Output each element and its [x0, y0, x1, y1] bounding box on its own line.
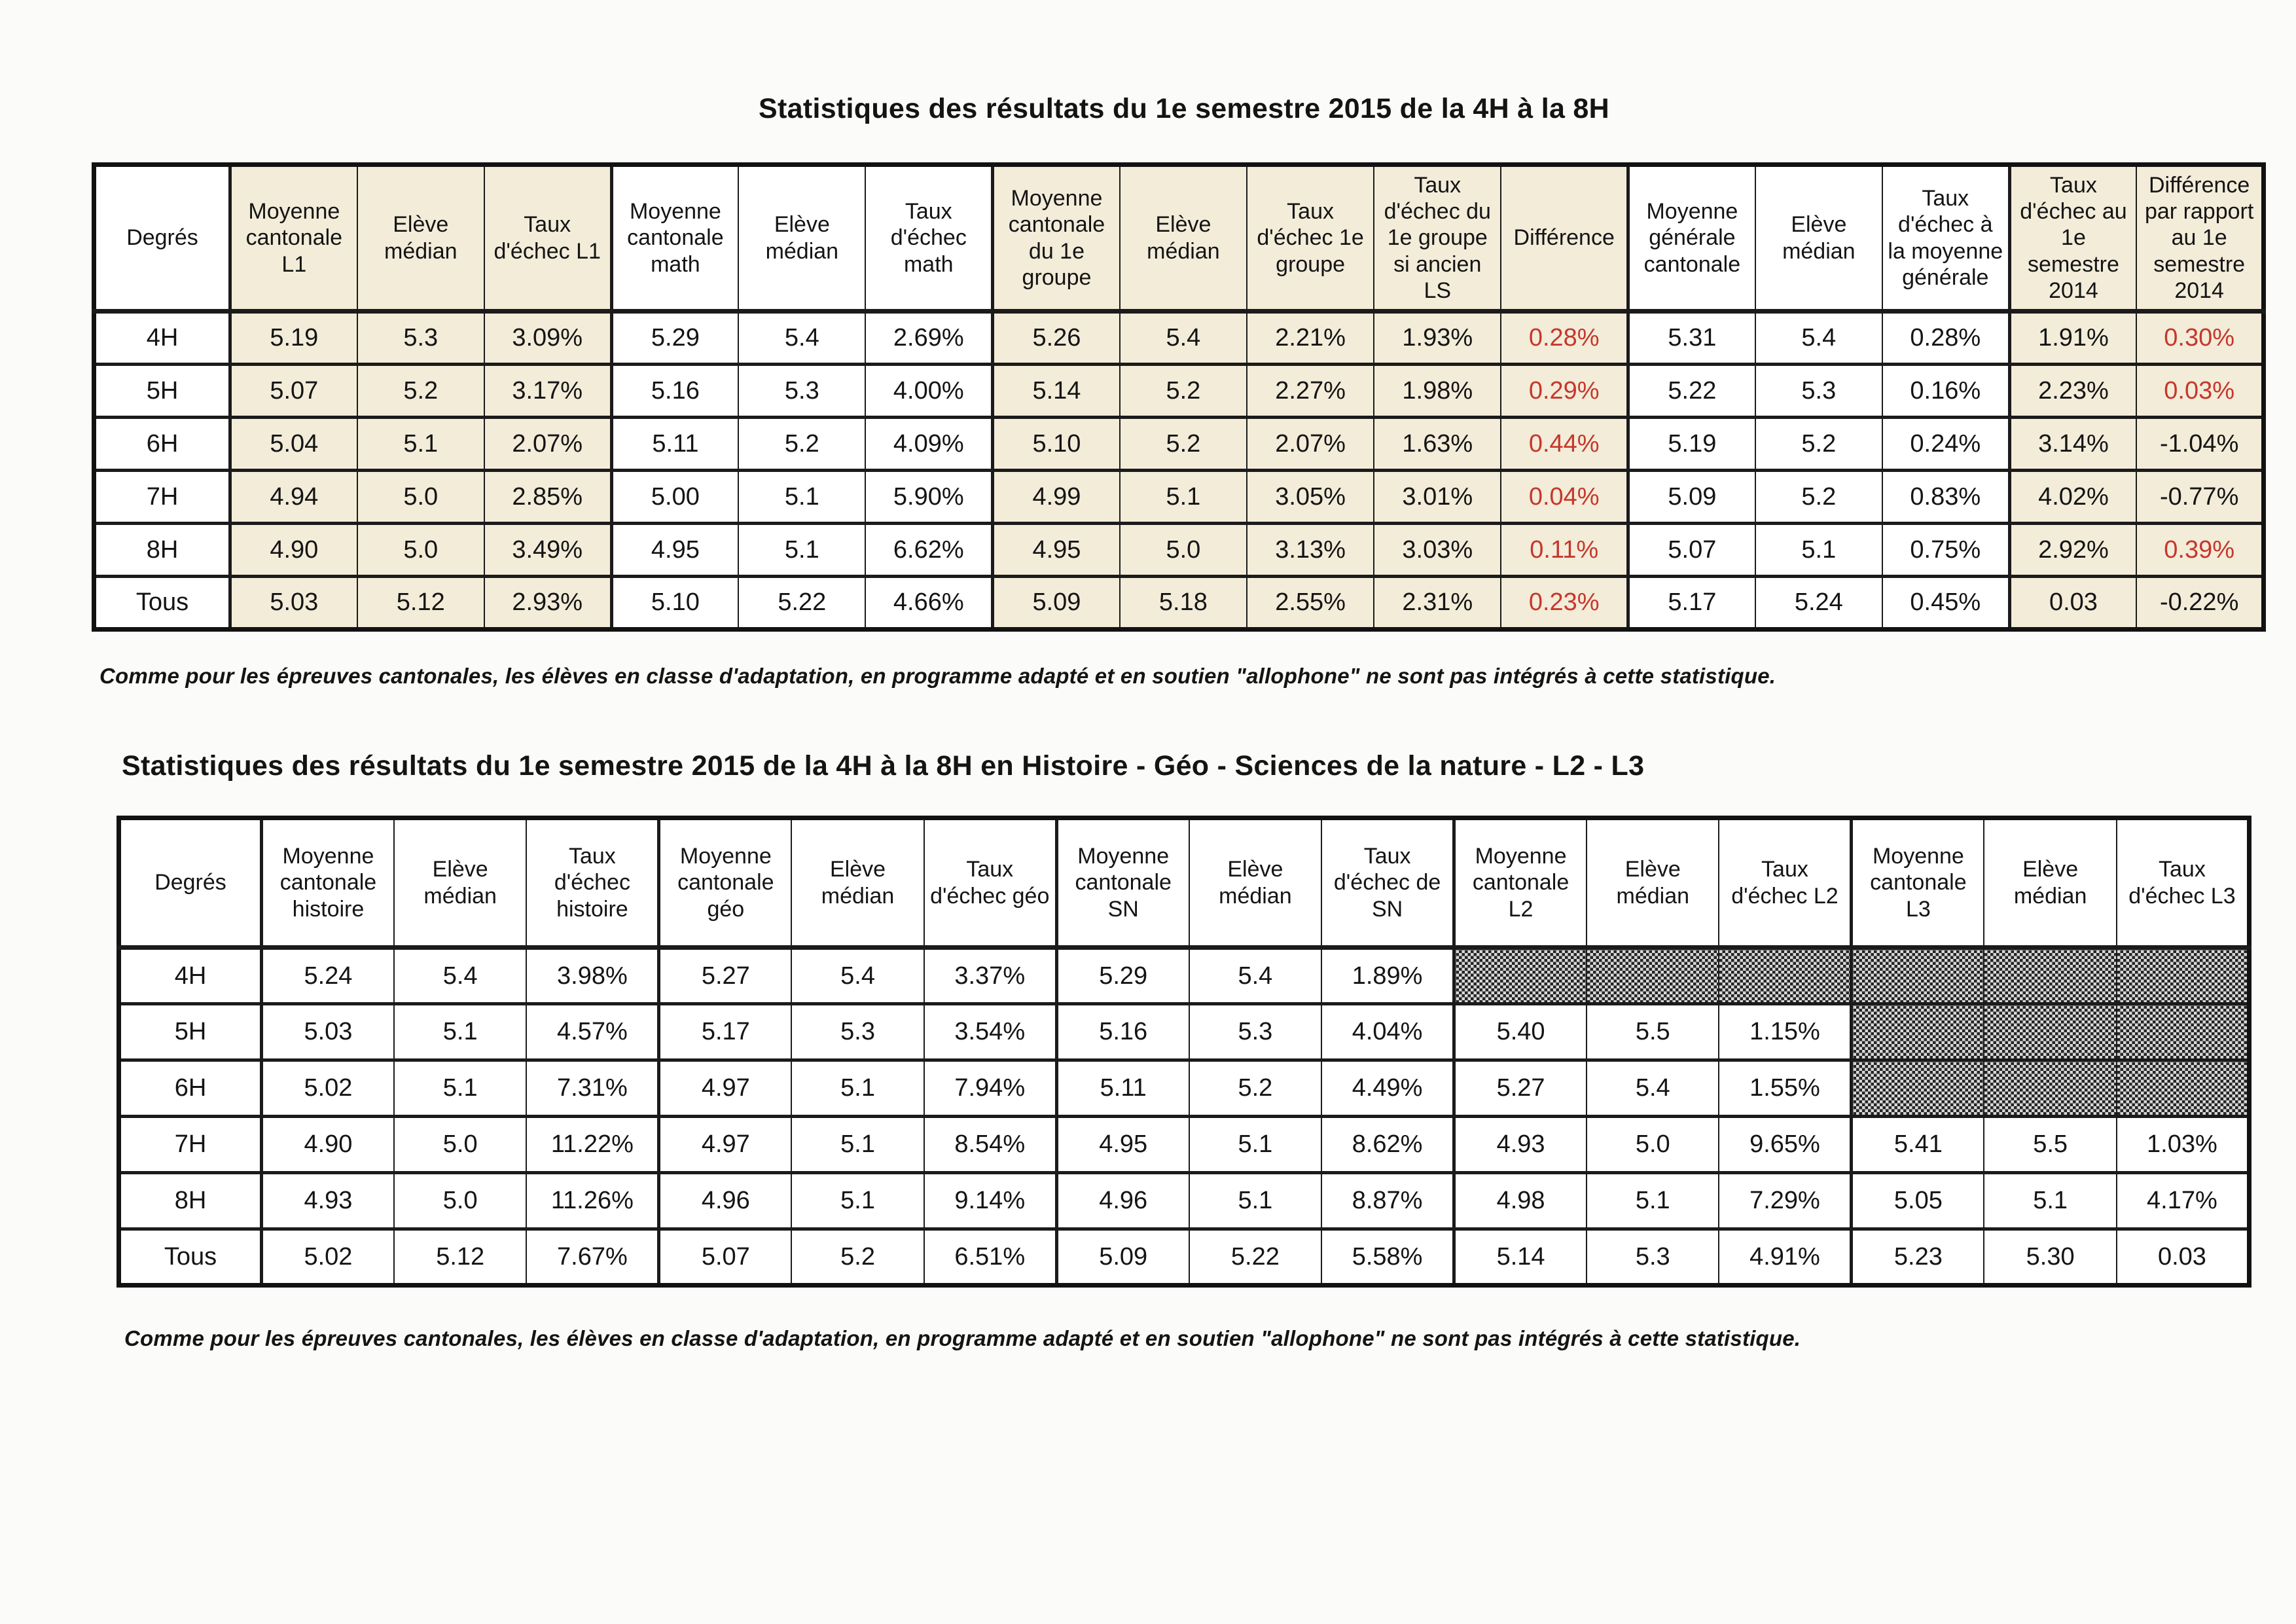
data-cell: 5.4 [791, 948, 924, 1004]
data-cell: 5.0 [1120, 524, 1247, 577]
data-cell: 5.41 [1852, 1117, 1984, 1173]
data-cell: 5.4 [394, 948, 526, 1004]
table1-title: Statistiques des résultats du 1e semestre 2015 de la 4H à la 8H [759, 93, 1609, 124]
data-cell: 0.30% [2136, 312, 2263, 365]
data-cell: 5.0 [357, 471, 484, 524]
data-cell: 4.91% [1719, 1229, 1851, 1286]
data-cell: 0.28% [1882, 312, 2009, 365]
data-cell: 3.14% [2009, 418, 2136, 471]
data-cell: 3.01% [1374, 471, 1501, 524]
data-cell: 2.69% [865, 312, 992, 365]
data-cell: 0.03 [2117, 1229, 2250, 1286]
row-label: 4H [119, 948, 262, 1004]
data-cell: 5.12 [394, 1229, 526, 1286]
table2-title: Statistiques des résultats du 1e semestre 2015 de la 4H à la 8H en Histoire - Géo - Sciences de la nature - L2 - L3 [122, 750, 1645, 782]
data-cell: 4.97 [659, 1117, 791, 1173]
data-cell: 0.03% [2136, 365, 2263, 418]
column-header: Elève médian [1984, 818, 2116, 948]
data-cell: 2.23% [2009, 365, 2136, 418]
data-cell: 5.09 [1056, 1229, 1189, 1286]
data-cell: 5.14 [1454, 1229, 1587, 1286]
data-cell: 4.94 [230, 471, 357, 524]
data-cell: 3.37% [924, 948, 1056, 1004]
data-cell: 4.95 [611, 524, 738, 577]
data-cell: 5.2 [1755, 418, 1882, 471]
data-cell: 1.93% [1374, 312, 1501, 365]
data-cell: 5.3 [1587, 1229, 1719, 1286]
data-cell: 1.63% [1374, 418, 1501, 471]
data-cell: 5.3 [1189, 1004, 1321, 1060]
row-label: 7H [119, 1117, 262, 1173]
data-cell: 6.62% [865, 524, 992, 577]
data-cell: 5.00 [611, 471, 738, 524]
column-header: Moyenne cantonale histoire [262, 818, 394, 948]
data-cell: 4.99 [993, 471, 1120, 524]
data-cell: 5.16 [611, 365, 738, 418]
column-header: Taux d'échec L1 [484, 165, 611, 312]
data-cell: 4.98 [1454, 1173, 1587, 1229]
table-row [94, 418, 2264, 471]
data-cell: 2.27% [1247, 365, 1374, 418]
data-cell: 5.4 [738, 312, 865, 365]
data-cell: 4.95 [1056, 1117, 1189, 1173]
data-cell: 5.40 [1454, 1004, 1587, 1060]
row-label: 5H [94, 365, 230, 418]
row-label: 6H [119, 1060, 262, 1117]
data-cell: 5.1 [791, 1173, 924, 1229]
data-cell: 0.03 [2009, 577, 2136, 630]
data-cell: 2.92% [2009, 524, 2136, 577]
data-cell: 5.16 [1056, 1004, 1189, 1060]
data-cell: 5.18 [1120, 577, 1247, 630]
row-label: 5H [119, 1004, 262, 1060]
column-header: Taux d'échec L2 [1719, 818, 1851, 948]
data-cell: 5.26 [993, 312, 1120, 365]
data-cell: 5.1 [394, 1004, 526, 1060]
data-cell: 5.29 [611, 312, 738, 365]
data-cell: 5.2 [791, 1229, 924, 1286]
empty-hatched-cell [2117, 1004, 2250, 1060]
empty-hatched-cell [1852, 948, 1984, 1004]
data-cell: 5.1 [394, 1060, 526, 1117]
data-cell: -0.22% [2136, 577, 2263, 630]
data-cell: 3.98% [526, 948, 658, 1004]
data-cell: 5.14 [993, 365, 1120, 418]
data-cell: 5.2 [357, 365, 484, 418]
column-header: Taux d'échec de SN [1321, 818, 1454, 948]
data-cell: 4.49% [1321, 1060, 1454, 1117]
table-row [94, 577, 2264, 630]
data-cell: 4.04% [1321, 1004, 1454, 1060]
data-cell: 5.07 [230, 365, 357, 418]
data-cell: 5.23 [1852, 1229, 1984, 1286]
column-header: Moyenne cantonale du 1e groupe [993, 165, 1120, 312]
row-label: 6H [94, 418, 230, 471]
column-header: Différence par rapport au 1e semestre 2014 [2136, 165, 2263, 312]
data-cell: 5.2 [1755, 471, 1882, 524]
data-cell: 5.3 [357, 312, 484, 365]
data-cell: 5.1 [791, 1117, 924, 1173]
data-cell: 5.90% [865, 471, 992, 524]
empty-hatched-cell [1984, 1004, 2116, 1060]
data-cell: 7.67% [526, 1229, 658, 1286]
empty-hatched-cell [1852, 1060, 1984, 1117]
data-cell: 6.51% [924, 1229, 1056, 1286]
data-cell: 0.75% [1882, 524, 2009, 577]
data-cell: 0.23% [1501, 577, 1628, 630]
data-cell: 5.17 [1628, 577, 1755, 630]
table-row [119, 1173, 2250, 1229]
data-cell: 0.11% [1501, 524, 1628, 577]
data-cell: 5.4 [1189, 948, 1321, 1004]
data-cell: 5.0 [357, 524, 484, 577]
header-row [94, 165, 2264, 312]
data-cell: 3.03% [1374, 524, 1501, 577]
data-cell: 3.17% [484, 365, 611, 418]
column-header: Degrés [119, 818, 262, 948]
data-cell: 5.02 [262, 1060, 394, 1117]
data-cell: 11.26% [526, 1173, 658, 1229]
data-cell: 1.03% [2117, 1117, 2250, 1173]
data-cell: -0.77% [2136, 471, 2263, 524]
data-cell: -1.04% [2136, 418, 2263, 471]
data-cell: 2.21% [1247, 312, 1374, 365]
data-cell: 5.29 [1056, 948, 1189, 1004]
data-cell: 2.85% [484, 471, 611, 524]
column-header: Elève médian [1120, 165, 1247, 312]
column-header: Elève médian [1189, 818, 1321, 948]
data-cell: 5.1 [1755, 524, 1882, 577]
column-header: Moyenne cantonale L3 [1852, 818, 1984, 948]
data-cell: 3.13% [1247, 524, 1374, 577]
row-label: Tous [119, 1229, 262, 1286]
data-cell: 5.3 [1755, 365, 1882, 418]
column-header: Elève médian [394, 818, 526, 948]
column-header: Moyenne générale cantonale [1628, 165, 1755, 312]
table2-body [119, 948, 2250, 1286]
column-header: Taux d'échec du 1e groupe si ancien LS [1374, 165, 1501, 312]
data-cell: 5.09 [1628, 471, 1755, 524]
column-header: Différence [1501, 165, 1628, 312]
empty-hatched-cell [2117, 948, 2250, 1004]
data-cell: 4.02% [2009, 471, 2136, 524]
data-cell: 5.1 [791, 1060, 924, 1117]
data-cell: 5.07 [1628, 524, 1755, 577]
results-table-subjects-2015 [117, 816, 2251, 1288]
column-header: Moyenne cantonale math [611, 165, 738, 312]
column-header: Taux d'échec au 1e semestre 2014 [2009, 165, 2136, 312]
data-cell: 5.1 [1189, 1117, 1321, 1173]
data-cell: 5.19 [1628, 418, 1755, 471]
data-cell: 4.90 [262, 1117, 394, 1173]
data-cell: 0.24% [1882, 418, 2009, 471]
data-cell: 4.09% [865, 418, 992, 471]
data-cell: 4.95 [993, 524, 1120, 577]
data-cell: 0.16% [1882, 365, 2009, 418]
table-row [119, 1004, 2250, 1060]
data-cell: 4.97 [659, 1060, 791, 1117]
data-cell: 5.5 [1984, 1117, 2116, 1173]
data-cell: 5.31 [1628, 312, 1755, 365]
data-cell: 5.1 [738, 471, 865, 524]
data-cell: 5.03 [262, 1004, 394, 1060]
data-cell: 2.07% [1247, 418, 1374, 471]
empty-hatched-cell [2117, 1060, 2250, 1117]
data-cell: 1.89% [1321, 948, 1454, 1004]
data-cell: 1.55% [1719, 1060, 1851, 1117]
data-cell: 5.19 [230, 312, 357, 365]
data-cell: 9.65% [1719, 1117, 1851, 1173]
data-cell: 5.0 [1587, 1117, 1719, 1173]
column-header: Elève médian [1587, 818, 1719, 948]
data-cell: 5.4 [1755, 312, 1882, 365]
data-cell: 3.49% [484, 524, 611, 577]
data-cell: 1.15% [1719, 1004, 1851, 1060]
data-cell: 2.93% [484, 577, 611, 630]
data-cell: 4.17% [2117, 1173, 2250, 1229]
table2-footnote: Comme pour les épreuves cantonales, les élèves en classe d'adaptation, en programme adapté et en soutien "allophone" ne sont pas intégrés à cette statistique. [124, 1326, 1801, 1350]
table-row [94, 365, 2264, 418]
row-label: 8H [119, 1173, 262, 1229]
data-cell: 5.09 [993, 577, 1120, 630]
table-row [94, 471, 2264, 524]
data-cell: 5.22 [1189, 1229, 1321, 1286]
data-cell: 8.87% [1321, 1173, 1454, 1229]
data-cell: 5.07 [659, 1229, 791, 1286]
table-row [119, 948, 2250, 1004]
data-cell: 4.93 [1454, 1117, 1587, 1173]
empty-hatched-cell [1587, 948, 1719, 1004]
table1-footnote: Comme pour les épreuves cantonales, les élèves en classe d'adaptation, en programme adapté et en soutien "allophone" ne sont pas intégrés à cette statistique. [99, 664, 1776, 688]
data-cell: 5.1 [1189, 1173, 1321, 1229]
column-header: Elève médian [1755, 165, 1882, 312]
data-cell: 0.29% [1501, 365, 1628, 418]
data-cell: 8.62% [1321, 1117, 1454, 1173]
data-cell: 5.1 [1984, 1173, 2116, 1229]
row-label: 4H [94, 312, 230, 365]
data-cell: 1.91% [2009, 312, 2136, 365]
data-cell: 0.44% [1501, 418, 1628, 471]
data-cell: 0.39% [2136, 524, 2263, 577]
data-cell: 3.09% [484, 312, 611, 365]
data-cell: 5.2 [1120, 418, 1247, 471]
data-cell: 5.27 [659, 948, 791, 1004]
column-header: Taux d'échec math [865, 165, 992, 312]
results-table-semester-2015 [92, 162, 2266, 632]
data-cell: 5.17 [659, 1004, 791, 1060]
column-header: Moyenne cantonale L1 [230, 165, 357, 312]
data-cell: 5.10 [993, 418, 1120, 471]
row-label: 7H [94, 471, 230, 524]
data-cell: 7.94% [924, 1060, 1056, 1117]
data-cell: 4.96 [659, 1173, 791, 1229]
data-cell: 5.0 [394, 1173, 526, 1229]
data-cell: 2.31% [1374, 577, 1501, 630]
data-cell: 4.57% [526, 1004, 658, 1060]
data-cell: 5.2 [738, 418, 865, 471]
data-cell: 5.1 [357, 418, 484, 471]
column-header: Degrés [94, 165, 230, 312]
table-row [94, 312, 2264, 365]
column-header: Elève médian [357, 165, 484, 312]
data-cell: 5.58% [1321, 1229, 1454, 1286]
data-cell: 5.27 [1454, 1060, 1587, 1117]
empty-hatched-cell [1454, 948, 1587, 1004]
table1-header [94, 165, 2264, 312]
column-header: Taux d'échec 1e groupe [1247, 165, 1374, 312]
data-cell: 5.04 [230, 418, 357, 471]
data-cell: 5.2 [1120, 365, 1247, 418]
data-cell: 0.83% [1882, 471, 2009, 524]
data-cell: 5.05 [1852, 1173, 1984, 1229]
data-cell: 5.1 [738, 524, 865, 577]
column-header: Moyenne cantonale SN [1056, 818, 1189, 948]
column-header: Taux d'échec L3 [2117, 818, 2250, 948]
data-cell: 11.22% [526, 1117, 658, 1173]
empty-hatched-cell [1984, 1060, 2116, 1117]
data-cell: 1.98% [1374, 365, 1501, 418]
table2-header [119, 818, 2250, 948]
data-cell: 5.30 [1984, 1229, 2116, 1286]
column-header: Moyenne cantonale L2 [1454, 818, 1587, 948]
table-row [119, 1229, 2250, 1286]
table-row [119, 1117, 2250, 1173]
data-cell: 5.22 [738, 577, 865, 630]
data-cell: 5.4 [1120, 312, 1247, 365]
data-cell: 7.29% [1719, 1173, 1851, 1229]
data-cell: 5.3 [791, 1004, 924, 1060]
data-cell: 5.4 [1587, 1060, 1719, 1117]
data-cell: 4.00% [865, 365, 992, 418]
table-row [119, 1060, 2250, 1117]
data-cell: 8.54% [924, 1117, 1056, 1173]
data-cell: 5.11 [611, 418, 738, 471]
data-cell: 5.22 [1628, 365, 1755, 418]
data-cell: 4.96 [1056, 1173, 1189, 1229]
data-cell: 4.93 [262, 1173, 394, 1229]
data-cell: 5.0 [394, 1117, 526, 1173]
data-cell: 3.05% [1247, 471, 1374, 524]
row-label: 8H [94, 524, 230, 577]
data-cell: 7.31% [526, 1060, 658, 1117]
data-cell: 5.2 [1189, 1060, 1321, 1117]
data-cell: 0.04% [1501, 471, 1628, 524]
data-cell: 4.90 [230, 524, 357, 577]
data-cell: 5.5 [1587, 1004, 1719, 1060]
data-cell: 5.24 [1755, 577, 1882, 630]
data-cell: 5.1 [1587, 1173, 1719, 1229]
empty-hatched-cell [1984, 948, 2116, 1004]
data-cell: 5.03 [230, 577, 357, 630]
data-cell: 3.54% [924, 1004, 1056, 1060]
data-cell: 5.1 [1120, 471, 1247, 524]
column-header: Elève médian [738, 165, 865, 312]
empty-hatched-cell [1719, 948, 1851, 1004]
data-cell: 0.28% [1501, 312, 1628, 365]
data-cell: 0.45% [1882, 577, 2009, 630]
data-cell: 4.66% [865, 577, 992, 630]
data-cell: 9.14% [924, 1173, 1056, 1229]
column-header: Elève médian [791, 818, 924, 948]
header-row [119, 818, 2250, 948]
data-cell: 5.10 [611, 577, 738, 630]
data-cell: 5.02 [262, 1229, 394, 1286]
row-label: Tous [94, 577, 230, 630]
column-header: Moyenne cantonale géo [659, 818, 791, 948]
data-cell: 5.12 [357, 577, 484, 630]
table1-body [94, 312, 2264, 630]
table-row [94, 524, 2264, 577]
column-header: Taux d'échec histoire [526, 818, 658, 948]
data-cell: 5.24 [262, 948, 394, 1004]
data-cell: 2.07% [484, 418, 611, 471]
column-header: Taux d'échec géo [924, 818, 1056, 948]
data-cell: 5.11 [1056, 1060, 1189, 1117]
column-header: Taux d'échec à la moyenne générale [1882, 165, 2009, 312]
data-cell: 2.55% [1247, 577, 1374, 630]
empty-hatched-cell [1852, 1004, 1984, 1060]
data-cell: 5.3 [738, 365, 865, 418]
